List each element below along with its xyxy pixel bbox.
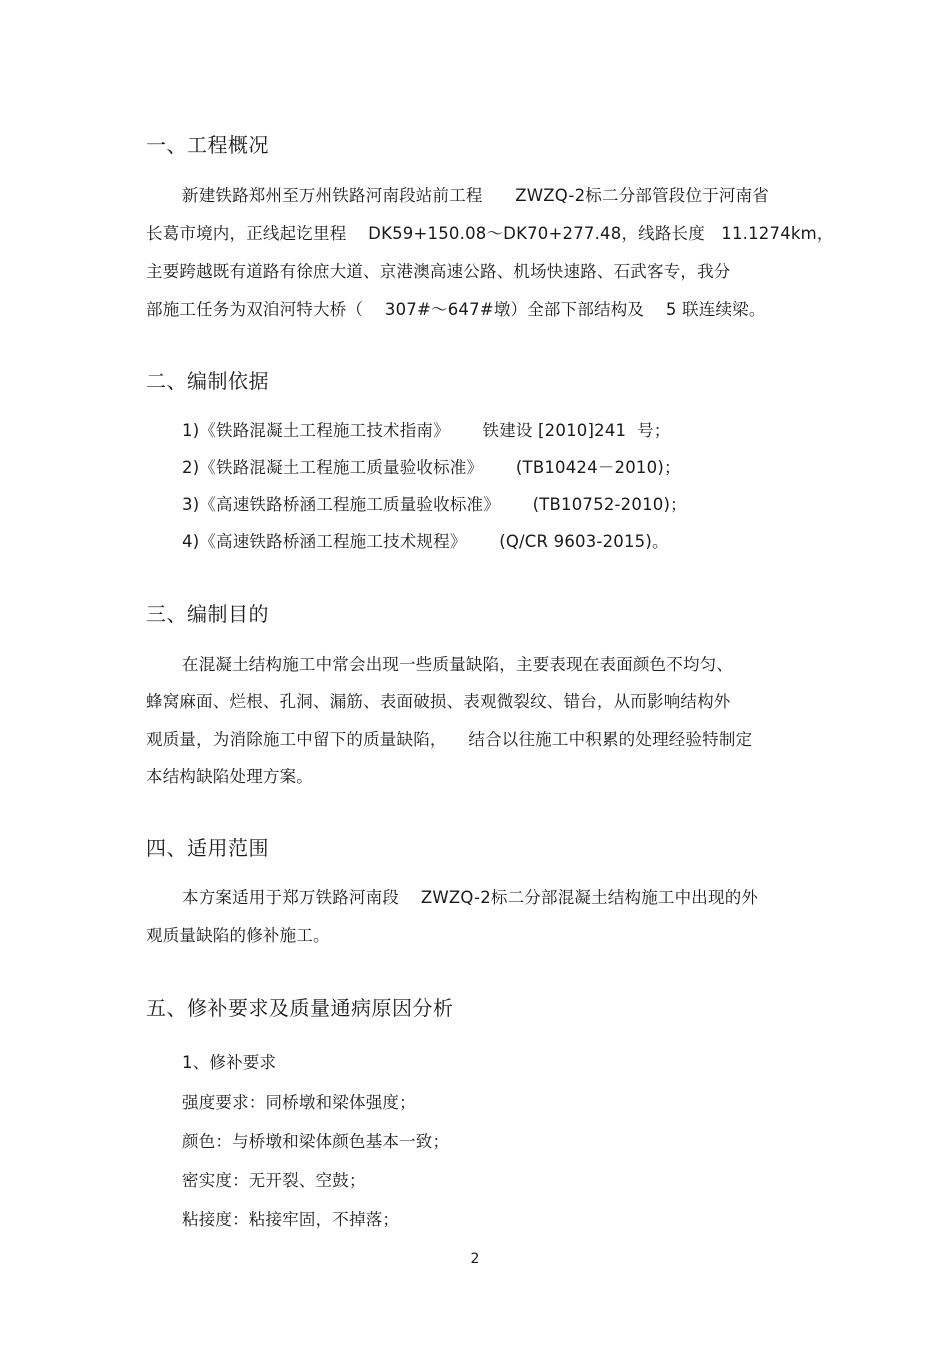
section5-subtitle: 1、修补要求 xyxy=(182,1053,277,1072)
section1-line-1: 新建铁路郑州至万州铁路河南段站前工程 ZWZQ-2标二分部管段位于河南省 xyxy=(182,186,769,205)
requirement-strength: 强度要求：同桥墩和梁体强度； xyxy=(182,1093,416,1112)
section1-heading: 一、工程概况 xyxy=(146,133,269,157)
section3-line-2: 蜂窝麻面、烂根、孔洞、漏筋、表面破损、表观微裂纹、错台，从而影响结构外 xyxy=(146,692,731,711)
requirement-color: 颜色：与桥墩和梁体颜色基本一致； xyxy=(182,1132,450,1151)
section4-line-2: 观质量缺陷的修补施工。 xyxy=(146,926,330,945)
section4-line-1: 本方案适用于郑万铁路河南段 ZWZQ-2标二分部混凝土结构施工中出现的外 xyxy=(182,888,759,907)
section3-line-1: 在混凝土结构施工中常会出现一些质量缺陷，主要表现在表面颜色不均匀、 xyxy=(182,655,734,674)
section4-heading: 四、适用范围 xyxy=(146,836,269,860)
section3-line-4: 本结构缺陷处理方案。 xyxy=(146,767,313,786)
basis-item-1: 1)《铁路混凝土工程施工技术指南》 铁建设 [2010]241 号； xyxy=(182,421,671,440)
basis-item-2: 2)《铁路混凝土工程施工质量验收标准》 (TB10424－2010)； xyxy=(182,458,681,477)
page-number: 2 xyxy=(470,1251,480,1267)
section5-heading: 五、修补要求及质量通病原因分析 xyxy=(146,996,454,1020)
basis-item-4: 4)《高速铁路桥涵工程施工技术规程》 (Q/CR 9603-2015)。 xyxy=(182,532,669,551)
section1-line-4: 部施工任务为双洎河特大桥（ 307#～647#墩）全部下部结构及 5 联连续梁。 xyxy=(146,300,766,319)
requirement-adhesion: 粘接度：粘接牢固，不掉落； xyxy=(182,1210,400,1229)
section1-line-3: 主要跨越既有道路有徐庶大道、京港澳高速公路、机场快速路、石武客专，我分 xyxy=(146,262,731,281)
section1-line-2: 长葛市境内，正线起讫里程 DK59+150.08～DK70+277.48，线路长度 11.1274km， xyxy=(146,224,834,243)
section3-heading: 三、编制目的 xyxy=(146,602,269,626)
requirement-density: 密实度：无开裂、空鼓； xyxy=(182,1171,366,1190)
section2-heading: 二、编制依据 xyxy=(146,369,269,393)
basis-item-3: 3)《高速铁路桥涵工程施工质量验收标准》 (TB10752-2010)； xyxy=(182,495,687,514)
section3-line-3: 观质量，为消除施工中留下的质量缺陷， 结合以往施工中积累的处理经验特制定 xyxy=(146,730,753,749)
